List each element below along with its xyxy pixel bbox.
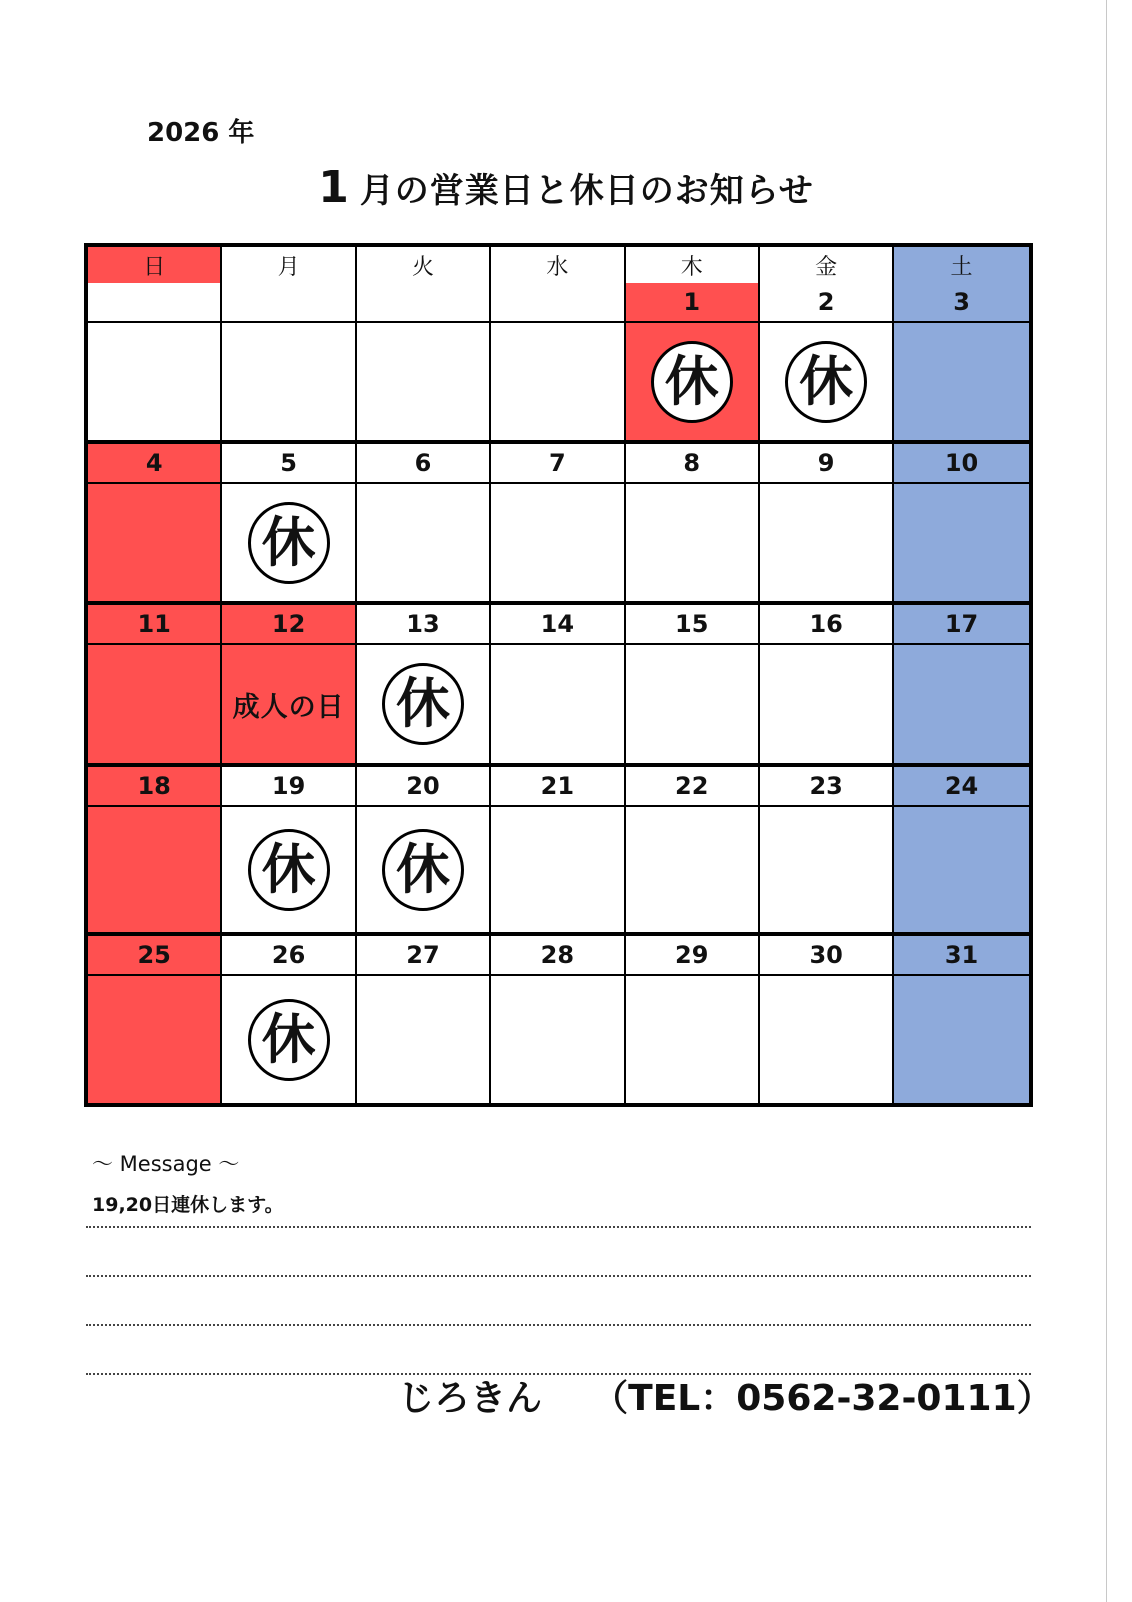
day-cell <box>222 767 356 932</box>
shop-name: じろきん <box>398 1378 543 1419</box>
day-cell <box>357 767 491 932</box>
day-cell <box>88 283 222 440</box>
day-cell <box>88 767 222 932</box>
day-number: 25 <box>88 936 220 976</box>
message-heading: ～ Message ～ <box>92 1152 240 1176</box>
day-body <box>491 976 623 1103</box>
day-body <box>626 484 758 601</box>
day-number <box>88 283 220 323</box>
day-cell <box>88 605 222 763</box>
closed-mark: 休 <box>248 502 330 584</box>
day-cell <box>626 283 760 440</box>
day-number: 14 <box>491 605 623 645</box>
day-body <box>760 807 892 932</box>
day-number: 26 <box>222 936 354 976</box>
day-body <box>357 807 489 932</box>
day-body <box>491 323 623 440</box>
day-cell <box>894 605 1028 763</box>
weekday-monday: 月 <box>222 247 356 283</box>
message-line <box>86 1275 1031 1277</box>
page-title <box>0 162 1132 213</box>
day-number: 4 <box>88 444 220 484</box>
day-number: 18 <box>88 767 220 807</box>
day-cell <box>626 605 760 763</box>
weekday-thursday: 木 <box>626 247 760 283</box>
day-cell <box>760 605 894 763</box>
weekday-tuesday: 火 <box>357 247 491 283</box>
closed-mark: 休 <box>248 829 330 911</box>
day-number: 29 <box>626 936 758 976</box>
weekday-sunday: 日 <box>88 247 222 283</box>
day-cell <box>357 605 491 763</box>
day-number: 15 <box>626 605 758 645</box>
day-body <box>894 323 1028 440</box>
day-body <box>88 645 220 763</box>
day-number: 28 <box>491 936 623 976</box>
day-cell <box>760 936 894 1103</box>
day-cell <box>491 283 625 440</box>
day-number: 22 <box>626 767 758 807</box>
day-cell <box>894 283 1028 440</box>
page-edge <box>1106 0 1132 1602</box>
day-number: 13 <box>357 605 489 645</box>
day-body <box>894 976 1028 1103</box>
day-number: 8 <box>626 444 758 484</box>
closed-mark: 休 <box>785 341 867 423</box>
day-cell <box>894 936 1028 1103</box>
day-body <box>760 323 892 440</box>
calendar-week <box>88 763 1029 932</box>
day-body <box>491 645 623 763</box>
day-body <box>222 807 354 932</box>
day-number: 19 <box>222 767 354 807</box>
day-cell <box>491 936 625 1103</box>
day-cell <box>760 283 894 440</box>
day-number: 16 <box>760 605 892 645</box>
weekday-friday: 金 <box>760 247 894 283</box>
closed-mark: 休 <box>651 341 733 423</box>
day-body <box>760 645 892 763</box>
footer <box>398 1370 1053 1421</box>
day-cell <box>222 283 356 440</box>
day-number: 3 <box>894 283 1028 323</box>
day-body <box>222 484 354 601</box>
day-body <box>357 323 489 440</box>
day-body <box>894 645 1028 763</box>
day-cell <box>357 936 491 1103</box>
calendar <box>84 243 1033 1107</box>
message-text: 19,20日連休します。 <box>92 1194 284 1216</box>
phone-number: （TEL：0562-32-0111） <box>592 1378 1053 1419</box>
day-number: 9 <box>760 444 892 484</box>
day-number <box>357 283 489 323</box>
day-number: 6 <box>357 444 489 484</box>
calendar-week <box>88 601 1029 763</box>
day-cell <box>626 444 760 601</box>
day-cell <box>626 936 760 1103</box>
day-cell <box>894 444 1028 601</box>
day-body <box>222 976 354 1103</box>
day-cell <box>894 767 1028 932</box>
calendar-week <box>88 932 1029 1103</box>
day-cell <box>222 936 356 1103</box>
day-body <box>88 976 220 1103</box>
day-cell <box>491 444 625 601</box>
day-body <box>491 484 623 601</box>
weekday-wednesday: 水 <box>491 247 625 283</box>
day-number: 30 <box>760 936 892 976</box>
day-body <box>894 807 1028 932</box>
day-number <box>222 283 354 323</box>
day-body <box>222 323 354 440</box>
day-body <box>357 645 489 763</box>
day-body <box>760 976 892 1103</box>
day-number: 5 <box>222 444 354 484</box>
day-cell <box>491 605 625 763</box>
day-number: 1 <box>626 283 758 323</box>
day-body <box>88 323 220 440</box>
title-text: 月の営業日と休日のお知らせ <box>359 171 814 211</box>
message-line <box>86 1324 1031 1326</box>
weekday-header-row <box>88 247 1029 287</box>
calendar-week <box>88 283 1029 440</box>
day-body <box>222 645 354 763</box>
day-number: 17 <box>894 605 1028 645</box>
day-cell <box>491 767 625 932</box>
calendar-week <box>88 440 1029 601</box>
day-number: 23 <box>760 767 892 807</box>
day-body <box>626 645 758 763</box>
day-body <box>491 807 623 932</box>
day-body <box>894 484 1028 601</box>
day-body <box>760 484 892 601</box>
day-cell <box>626 767 760 932</box>
day-cell <box>760 767 894 932</box>
day-cell <box>357 283 491 440</box>
day-body <box>357 976 489 1103</box>
day-cell <box>222 605 356 763</box>
day-cell <box>88 936 222 1103</box>
day-number: 20 <box>357 767 489 807</box>
closed-mark: 休 <box>248 999 330 1081</box>
day-body <box>626 976 758 1103</box>
day-body <box>88 484 220 601</box>
message-line <box>86 1226 1031 1228</box>
day-number: 7 <box>491 444 623 484</box>
holiday-name: 成人の日 <box>232 691 345 723</box>
day-number <box>491 283 623 323</box>
day-number: 12 <box>222 605 354 645</box>
day-cell <box>222 444 356 601</box>
day-number: 11 <box>88 605 220 645</box>
day-body <box>357 484 489 601</box>
day-number: 2 <box>760 283 892 323</box>
day-body <box>88 807 220 932</box>
day-number: 24 <box>894 767 1028 807</box>
day-cell <box>357 444 491 601</box>
day-number: 21 <box>491 767 623 807</box>
day-body <box>626 323 758 440</box>
day-number: 31 <box>894 936 1028 976</box>
day-number: 10 <box>894 444 1028 484</box>
closed-mark: 休 <box>382 829 464 911</box>
day-cell <box>760 444 894 601</box>
day-cell <box>88 444 222 601</box>
weekday-saturday: 土 <box>894 247 1028 283</box>
closed-mark: 休 <box>382 663 464 745</box>
day-number: 27 <box>357 936 489 976</box>
day-body <box>626 807 758 932</box>
year-label: 2026 年 <box>147 118 255 148</box>
month-number: 1 <box>318 162 350 213</box>
